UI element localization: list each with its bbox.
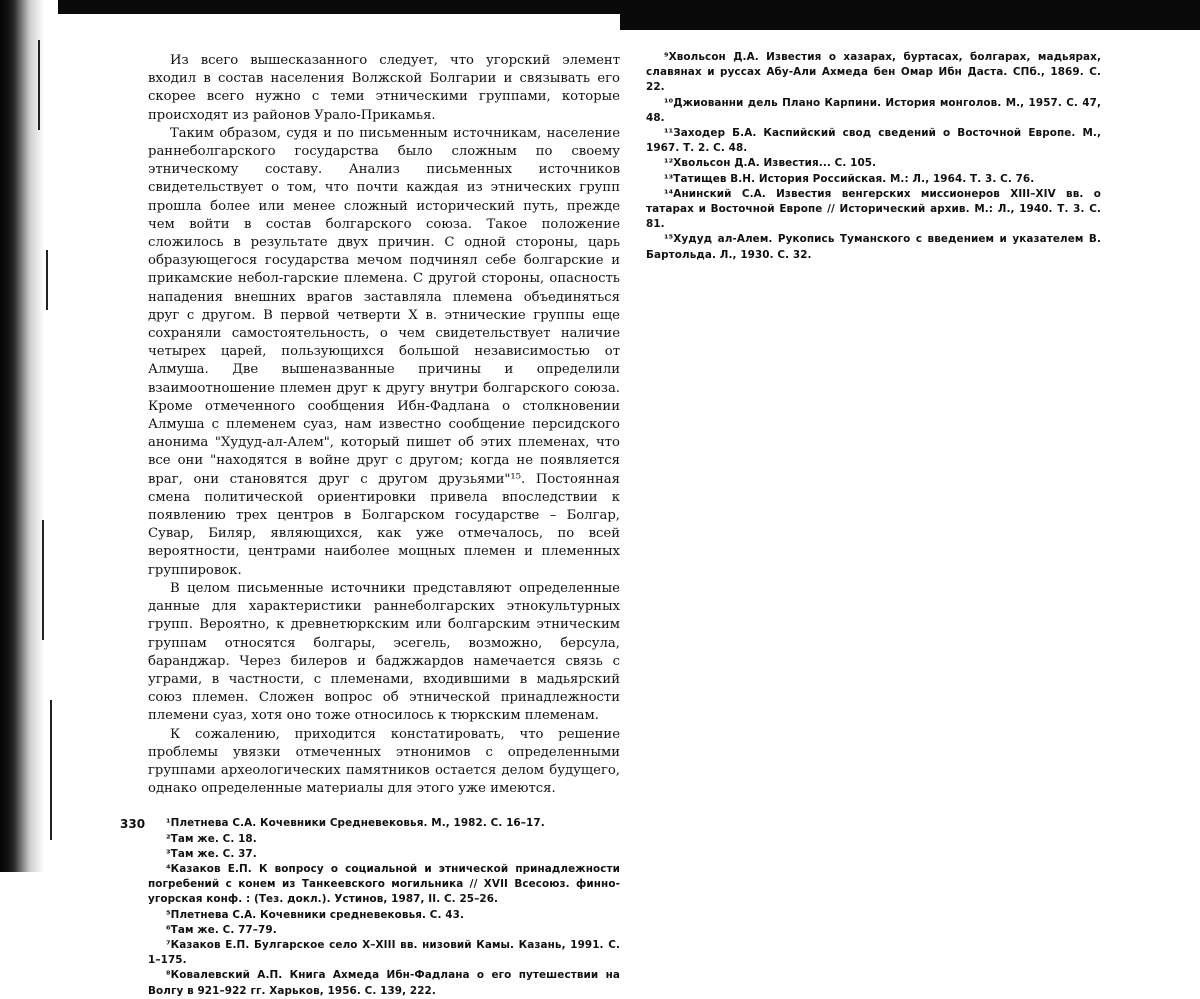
paragraph: Из всего вышесказанного следует, что угорский элемент входил в состав населения Волжской Болгарии и связывать его скорее всего нужно с теми этническими группами, которые происходят из районов Урало-Прикамья. — [148, 53, 620, 123]
footnote: ¹⁵Худуд ал-Алем. Рукопись Туманского с введением и указателем В. Бартольда. Л., 1930. С. 32. — [646, 233, 1101, 261]
left-page-footnotes — [148, 816, 620, 998]
binding-mark — [46, 250, 48, 310]
scan-top-border-right — [620, 14, 1200, 30]
left-page — [148, 52, 620, 999]
scan-top-border-gap — [40, 14, 620, 30]
footnote: ⁵Плетнева С.А. Кочевники средневековья. С. 43. — [166, 908, 464, 921]
footnote: ³Там же. С. 37. — [166, 847, 257, 860]
footnote: ¹Плетнева С.А. Кочевники Средневековья. М., 1982. С. 16–17. — [166, 817, 545, 830]
footnote: ⁴Казаков Е.П. К вопросу о социальной и этнической принадлежности погребений с конем из Танкеевского могильника // XVII Всесоюз. финно-угорская конф. : (Тез. докл.). Устинов, 1987, II. С. 25–26. — [148, 862, 620, 906]
footnote: ⁸Ковалевский А.П. Книга Ахмеда Ибн-Фадлана о его путешествии на Волгу в 921–922 гг. Харьков, 1956. С. 139, 222. — [148, 969, 620, 997]
paragraph: К сожалению, приходится констатировать, что решение проблемы увязки отмеченных этнонимов с определенными группами археологических памятников остается делом будущего, однако определенные материалы для этого уже имеются. — [148, 726, 620, 797]
footnote: ¹⁴Анинский С.А. Известия венгерских миссионеров XIII–XIV вв. о татарах и Восточной Европе // Исторический архив. М.: Л., 1940. Т. 3. С. 81. — [646, 187, 1101, 231]
right-page-footnotes — [646, 50, 1101, 263]
paragraph: В целом письменные источники представляют определенные данные для характеристики раннеболгарских этнокультурных групп. Вероятно, к древнетюркским или болгарским этническим группам относятся болгары, эсегель, возможно, берсула, баранджар. Через билеров и баджжардов намечается связь с уграми, в частности, с племенами, входившими в мадьярский союз племен. Сложен вопрос об этнической принадлежности племени суаз, хотя оно тоже относилось к тюркским племенам. — [148, 580, 620, 724]
scan-top-border — [0, 0, 1200, 30]
binding-mark — [42, 520, 44, 640]
footnote: ²Там же. С. 18. — [166, 832, 257, 845]
footnote: ¹⁰Джиованни дель Плано Карпини. История монголов. М., 1957. С. 47, 48. — [646, 96, 1101, 124]
binding-mark — [50, 700, 52, 840]
footnote: ¹³Татищев В.Н. История Российская. М.: Л., 1964. Т. 3. С. 76. — [664, 172, 1035, 185]
right-page — [646, 50, 1101, 263]
footnote: ¹¹Заходер Б.А. Каспийский свод сведений о Восточной Европе. М., 1967. Т. 2. С. 48. — [646, 127, 1101, 155]
footnote: ⁶Там же. С. 77–79. — [166, 923, 277, 936]
binding-mark — [38, 40, 40, 130]
page-number: 330 — [120, 817, 146, 831]
footnote: ¹²Хвольсон Д.А. Известия... С. 105. — [664, 157, 877, 170]
footnote: ⁹Хвольсон Д.А. Известия о хазарах, буртасах, болгарах, мадьярах, славянах и руссах Абу-Али Ахмеда бен Омар Ибн Даста. СПб., 1869. С. 22. — [646, 51, 1101, 94]
scan-binding-edge — [0, 0, 58, 872]
left-page-body — [148, 52, 620, 798]
paragraph: Таким образом, судя и по письменным источникам, население раннеболгарского государства было сложным по своему этническому составу. Анализ письменных источников свидетельствует о том, что почти каждая из этнических групп прошла более или менее сложный исторический путь, прежде чем войти в состав болгарского союза. Такое положение сложилось в результате двух причин. С одной стороны, царь образующегося государства мечом подчинял себе болгарские и прикамские небол-гарские племена. С другой стороны, опасность нападения внешних врагов заставляла племена объединяться друг с другом. В первой четверти X в. этнические группы еще сохраняли самостоятельность, о чем свидетельствует наличие четырех царей, пользующихся большой независимостью от Алмуша. Две вышеназванные причины и определили взаимоотношение племен друг к другу внутри болгарского союза. Кроме отмеченного сообщения Ибн-Фадлана о столкновении Алмуша с племенем суаз, нам известно сообщение персидского анонима "Худуд-ал-Алем", который пишет об этих племенах, что все они "находятся в войне друг с другом; когда не появляется враг, они становятся друг с другом друзьями"¹⁵. Постоянная смена политической ориентировки привела впоследствии к появлению трех центров в Болгарском государстве – Болгар, Сувар, Биляр, являющихся, как уже отмечалось, по всей вероятности, центрами наиболее мощных племен и племенных группировок. — [148, 125, 620, 578]
footnote: ⁷Казаков Е.П. Булгарское село X–XIII вв. низовий Камы. Казань, 1991. С. 1–175. — [148, 938, 620, 967]
